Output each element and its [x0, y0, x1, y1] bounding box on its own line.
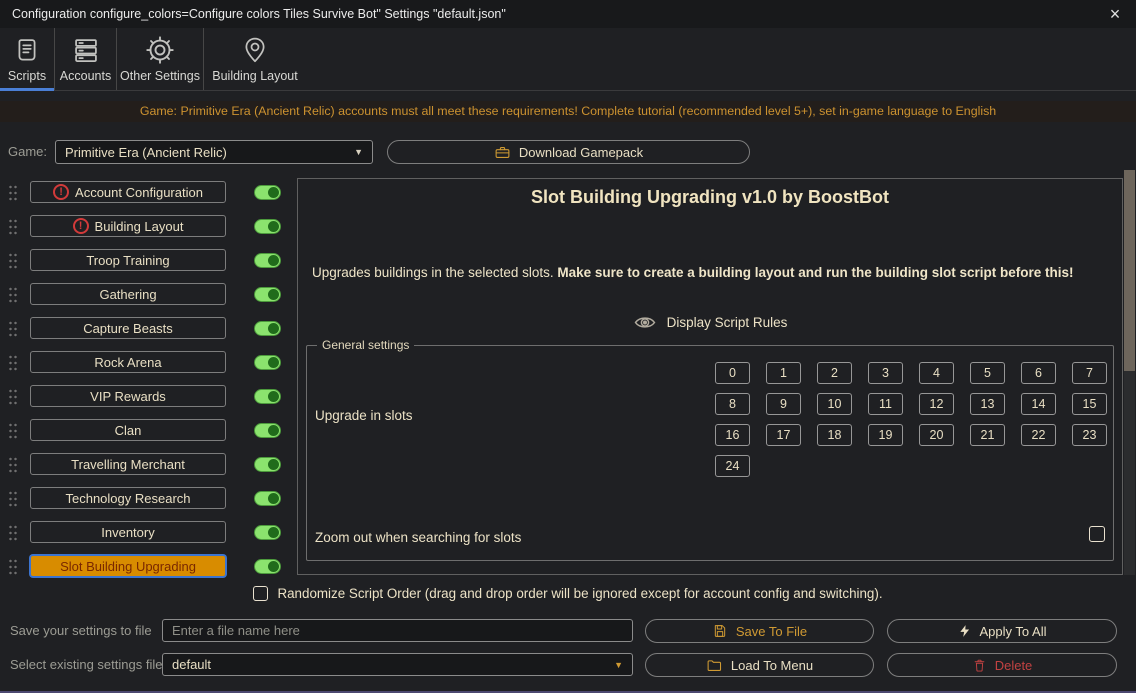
slot-button-8[interactable]: 8 [715, 393, 750, 415]
script-item-building-layout[interactable]: ! Building Layout [30, 215, 226, 237]
file-name-input[interactable] [162, 619, 633, 642]
tab-accounts-label: Accounts [59, 69, 112, 83]
toggle-rock-arena[interactable] [254, 355, 281, 370]
drag-handle-icon[interactable] [8, 388, 18, 405]
script-item-troop-training[interactable]: Troop Training [30, 249, 226, 271]
slot-button-18[interactable]: 18 [817, 424, 852, 446]
display-script-rules[interactable] [298, 313, 1122, 332]
script-row [0, 277, 290, 311]
script-row [0, 549, 290, 583]
drag-handle-icon[interactable] [8, 218, 18, 235]
tab-building-layout[interactable] [204, 28, 306, 90]
script-row [0, 209, 290, 243]
slot-button-15[interactable]: 15 [1072, 393, 1107, 415]
warning-icon: ! [73, 218, 89, 234]
display-script-rules-label: Display Script Rules [666, 315, 788, 330]
slot-button-20[interactable]: 20 [919, 424, 954, 446]
script-row [0, 175, 290, 209]
tab-bar [0, 28, 1136, 91]
randomize-row [0, 583, 1136, 603]
game-select-value: Primitive Era (Ancient Relic) [65, 144, 227, 160]
eye-icon [633, 313, 657, 332]
toggle-gathering[interactable] [254, 287, 281, 302]
toggle-technology-research[interactable] [254, 491, 281, 506]
settings-file-value: default [172, 657, 212, 672]
server-stack-icon [72, 34, 100, 66]
toggle-clan[interactable] [254, 423, 281, 438]
lightning-icon [958, 623, 972, 639]
general-settings-legend: General settings [317, 338, 414, 352]
script-item-account-configuration[interactable]: ! Account Configuration [30, 181, 226, 203]
slot-button-14[interactable]: 14 [1021, 393, 1056, 415]
toggle-capture-beasts[interactable] [254, 321, 281, 336]
toggle-travelling-merchant[interactable] [254, 457, 281, 472]
game-select-dropdown[interactable] [55, 140, 373, 164]
drag-handle-icon[interactable] [8, 524, 18, 541]
tab-other-settings-label: Other Settings [120, 69, 200, 83]
game-row [0, 139, 1136, 165]
slot-button-11[interactable]: 11 [868, 393, 903, 415]
slot-button-22[interactable]: 22 [1021, 424, 1056, 446]
slot-button-23[interactable]: 23 [1072, 424, 1107, 446]
script-row [0, 311, 290, 345]
toggle-vip-rewards[interactable] [254, 389, 281, 404]
slot-button-7[interactable]: 7 [1072, 362, 1107, 384]
upgrade-in-slots-label: Upgrade in slots [315, 408, 413, 423]
load-to-menu-label: Load To Menu [730, 657, 814, 673]
slot-button-12[interactable]: 12 [919, 393, 954, 415]
general-settings-group [306, 338, 1114, 561]
drag-handle-icon[interactable] [8, 354, 18, 371]
slot-grid [715, 362, 1107, 477]
slot-button-6[interactable]: 6 [1021, 362, 1056, 384]
briefcase-icon [494, 144, 511, 161]
drag-handle-icon[interactable] [8, 252, 18, 269]
script-item-vip-rewards[interactable]: VIP Rewards [30, 385, 226, 407]
settings-file-dropdown[interactable] [162, 653, 633, 676]
tab-accounts[interactable] [55, 28, 117, 90]
script-item-slot-building-upgrading[interactable]: Slot Building Upgrading [30, 555, 226, 577]
toggle-inventory[interactable] [254, 525, 281, 540]
title-bar [0, 0, 1136, 28]
slot-button-21[interactable]: 21 [970, 424, 1005, 446]
toggle-slot-building-upgrading[interactable] [254, 559, 281, 574]
drag-handle-icon[interactable] [8, 422, 18, 439]
load-settings-label: Select existing settings file [10, 657, 163, 672]
slot-button-3[interactable]: 3 [868, 362, 903, 384]
script-row [0, 379, 290, 413]
download-gamepack-label: Download Gamepack [518, 144, 644, 160]
slot-button-10[interactable]: 10 [817, 393, 852, 415]
zoom-out-label: Zoom out when searching for slots [315, 530, 522, 545]
scroll-icon [13, 34, 41, 66]
slot-button-9[interactable]: 9 [766, 393, 801, 415]
delete-label: Delete [994, 657, 1033, 673]
drag-handle-icon[interactable] [8, 320, 18, 337]
folder-icon [706, 657, 723, 674]
slot-button-1[interactable]: 1 [766, 362, 801, 384]
delete-button[interactable] [887, 653, 1117, 677]
game-label: Game: [8, 144, 48, 159]
toggle-building-layout[interactable] [254, 219, 281, 234]
script-row [0, 345, 290, 379]
chevron-down-icon: ▼ [614, 659, 623, 670]
slot-button-19[interactable]: 19 [868, 424, 903, 446]
slot-button-24[interactable]: 24 [715, 455, 750, 477]
chevron-down-icon: ▼ [354, 147, 363, 157]
slot-button-2[interactable]: 2 [817, 362, 852, 384]
gear-icon [145, 34, 175, 66]
script-row [0, 447, 290, 481]
close-icon[interactable]: × [1104, 3, 1126, 25]
slot-button-5[interactable]: 5 [970, 362, 1005, 384]
script-item-gathering[interactable]: Gathering [30, 283, 226, 305]
drag-handle-icon[interactable] [8, 558, 18, 575]
slot-button-4[interactable]: 4 [919, 362, 954, 384]
script-item-inventory[interactable]: Inventory [30, 521, 226, 543]
tab-building-layout-label: Building Layout [212, 69, 298, 83]
tab-scripts-label: Scripts [7, 69, 47, 83]
script-row [0, 413, 290, 447]
toggle-account-configuration[interactable] [254, 185, 281, 200]
drag-handle-icon[interactable] [8, 184, 18, 201]
script-description: Upgrades buildings in the selected slots. Make sure to create a building layout and run the building slot script before this! [312, 265, 1074, 280]
warning-icon: ! [53, 184, 69, 200]
scrollbar-thumb[interactable] [1124, 170, 1135, 371]
script-item-travelling-merchant[interactable]: Travelling Merchant [30, 453, 226, 475]
save-settings-row [0, 619, 1136, 643]
trash-icon [972, 658, 987, 673]
drag-handle-icon[interactable] [8, 286, 18, 303]
requirements-banner: Game: Primitive Era (Ancient Relic) accounts must all meet these requirements! Complete tutorial (recommended level 5+), set in-game language to English [0, 101, 1136, 122]
toggle-troop-training[interactable] [254, 253, 281, 268]
script-row [0, 515, 290, 549]
script-item-capture-beasts[interactable]: Capture Beasts [30, 317, 226, 339]
window-title: Configuration configure_colors=Configure colors Tiles Survive Bot" Settings "default.json" [12, 7, 506, 21]
scrollbar-track[interactable] [1124, 170, 1135, 575]
drag-handle-icon[interactable] [8, 456, 18, 473]
download-gamepack-button[interactable] [387, 140, 750, 164]
tab-other-settings[interactable] [117, 28, 204, 90]
script-item-clan[interactable]: Clan [30, 419, 226, 441]
script-row [0, 243, 290, 277]
slot-button-0[interactable]: 0 [715, 362, 750, 384]
tab-scripts[interactable] [0, 28, 55, 90]
script-settings-panel [297, 178, 1123, 575]
apply-to-all-label: Apply To All [979, 623, 1047, 639]
slot-button-17[interactable]: 17 [766, 424, 801, 446]
script-item-technology-research[interactable]: Technology Research [30, 487, 226, 509]
save-to-file-label: Save To File [735, 623, 808, 639]
script-row [0, 481, 290, 515]
save-settings-label: Save your settings to file [10, 623, 152, 638]
slot-button-16[interactable]: 16 [715, 424, 750, 446]
map-pin-icon [241, 34, 269, 66]
script-item-rock-arena[interactable]: Rock Arena [30, 351, 226, 373]
save-to-file-button[interactable] [645, 619, 874, 643]
apply-to-all-button[interactable] [887, 619, 1117, 643]
load-settings-row [0, 653, 1136, 677]
load-to-menu-button[interactable] [645, 653, 874, 677]
drag-handle-icon[interactable] [8, 490, 18, 507]
randomize-label: Randomize Script Order (drag and drop order will be ignored except for account config and switching). [277, 585, 883, 601]
randomize-checkbox[interactable] [253, 586, 268, 601]
slot-button-13[interactable]: 13 [970, 393, 1005, 415]
save-icon [712, 623, 728, 639]
zoom-out-checkbox[interactable] [1089, 526, 1105, 542]
script-heading: Slot Building Upgrading v1.0 by BoostBot [531, 187, 889, 207]
